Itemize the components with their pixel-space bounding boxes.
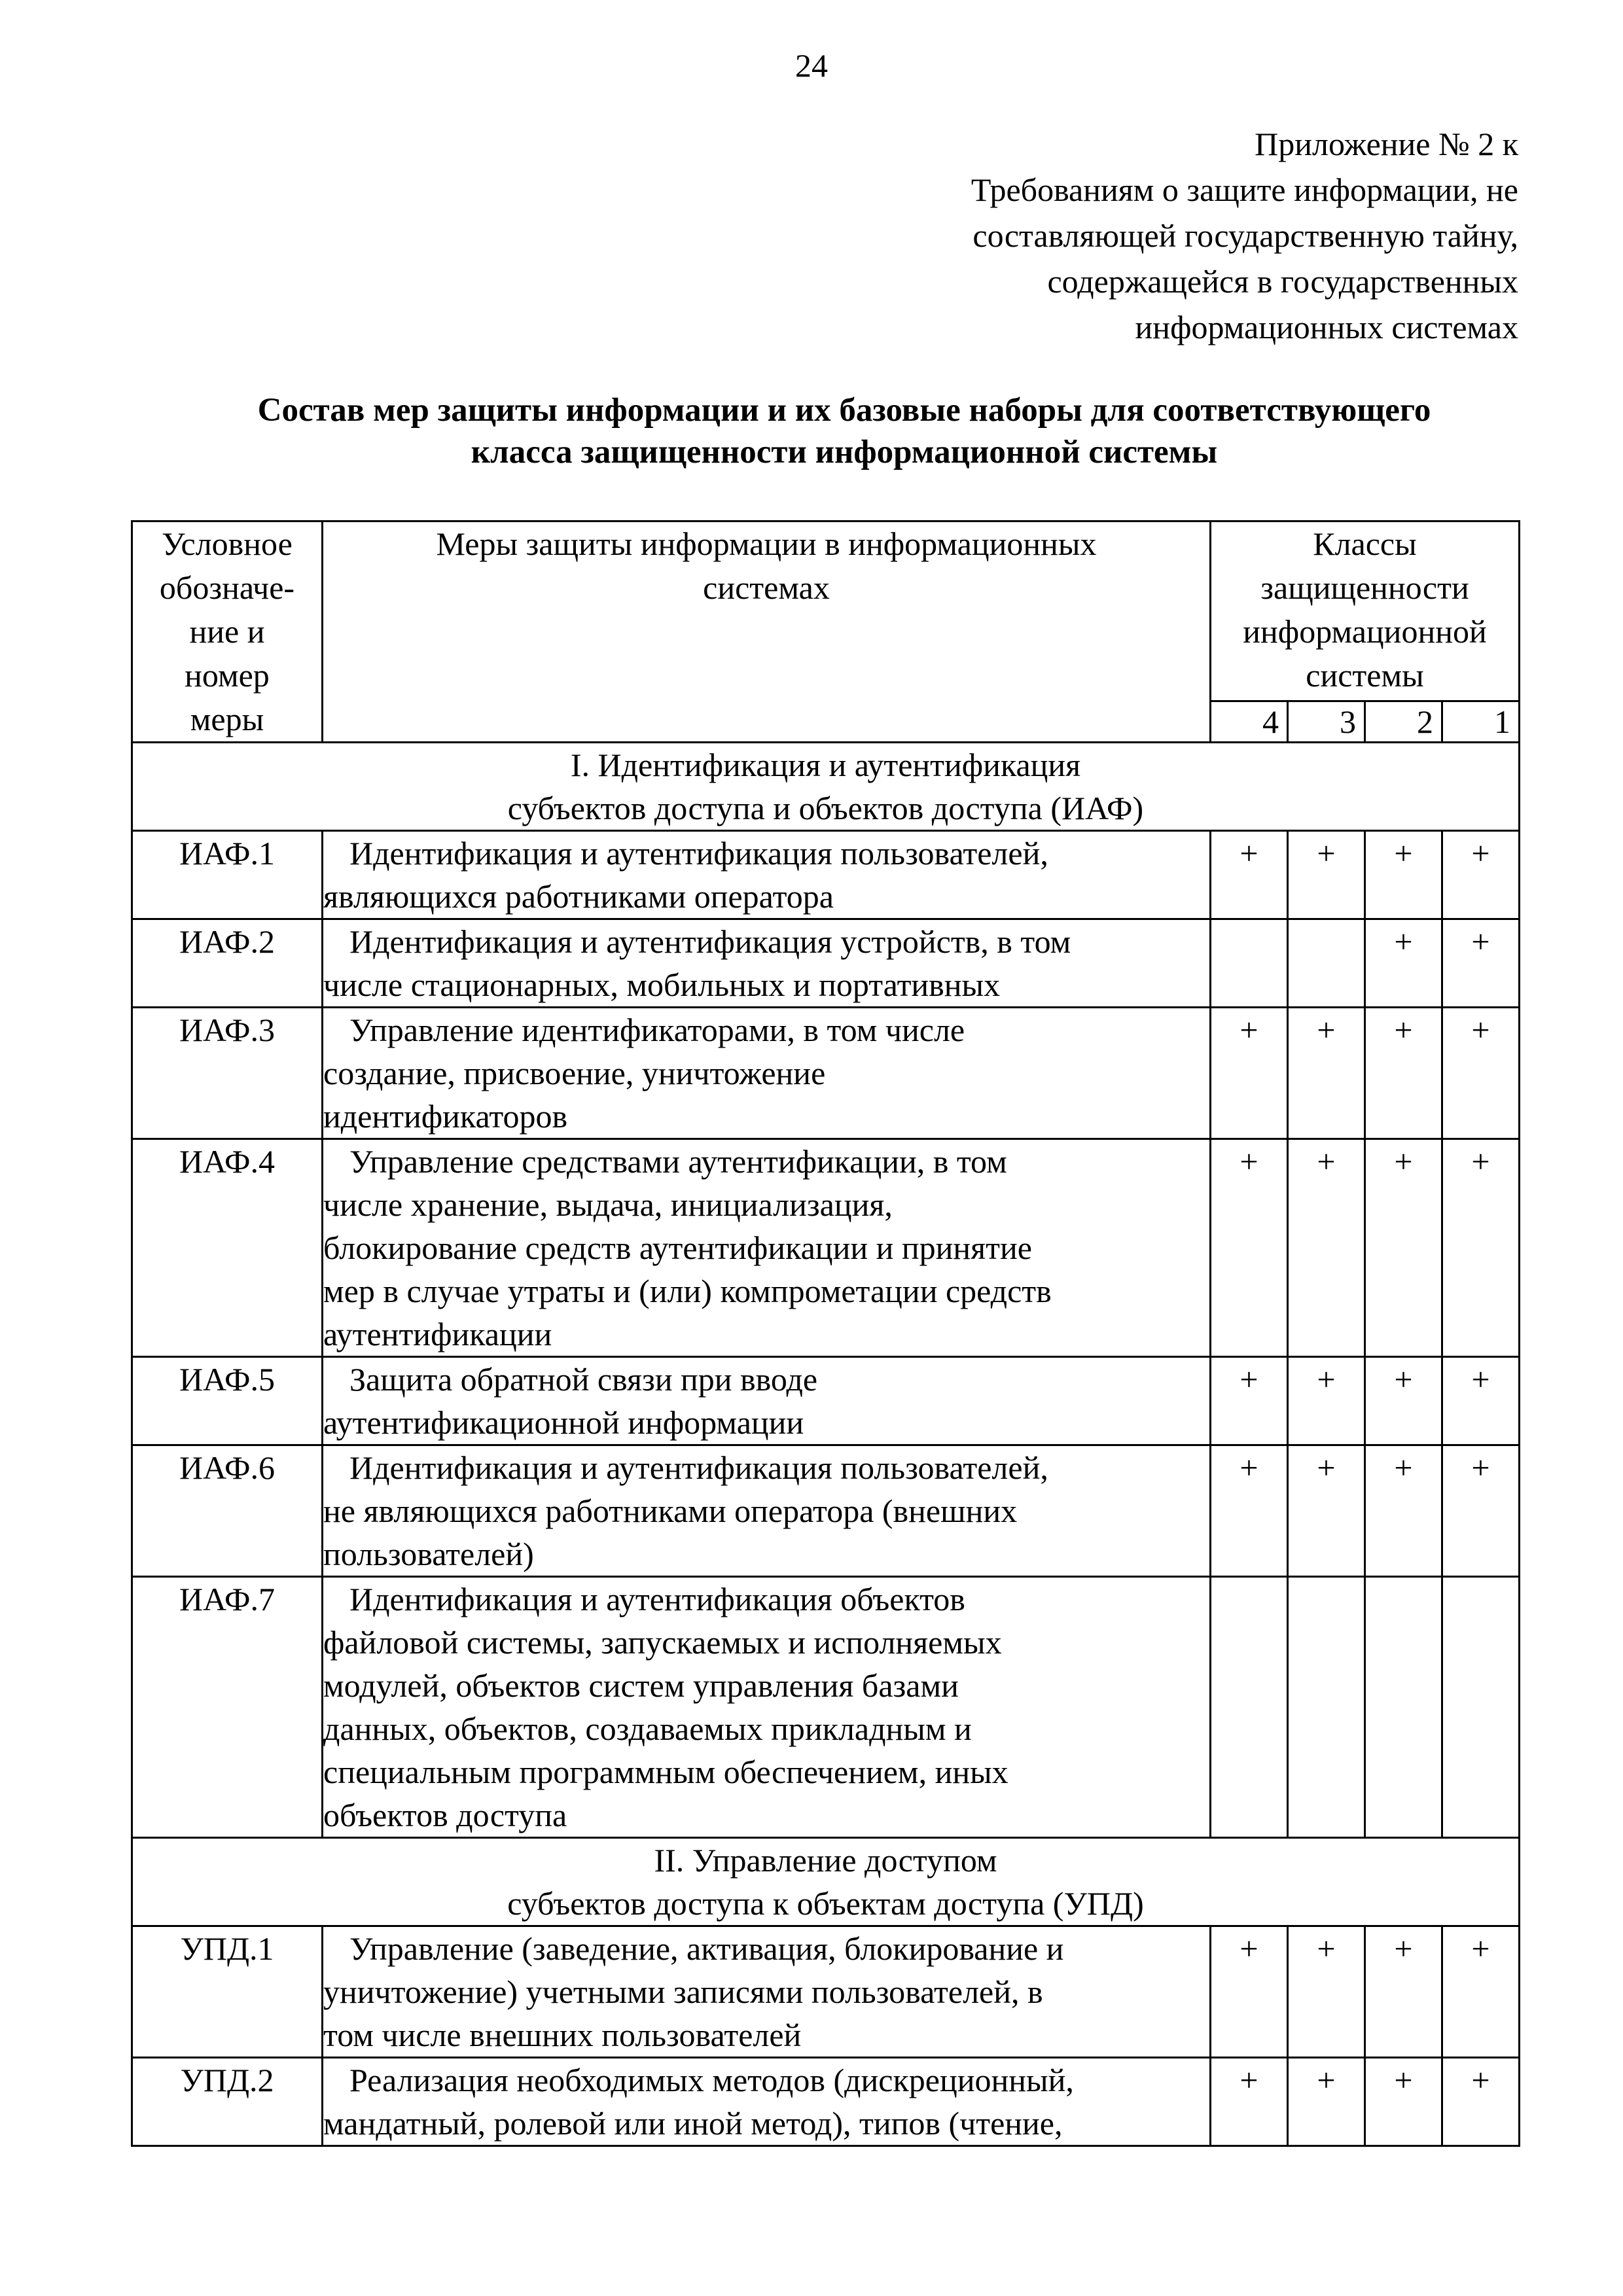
section-title-line: I. Идентификация и аутентификация <box>570 747 1081 783</box>
header-measure-cell <box>323 521 1211 743</box>
measure-description-line: создание, присвоение, уничтожение <box>323 1055 826 1091</box>
class-mark: + <box>1442 1139 1520 1357</box>
measure-code: УПД.2 <box>132 2058 323 2146</box>
table-row <box>132 1139 1520 1357</box>
class-mark: + <box>1442 2058 1520 2146</box>
class-mark: + <box>1211 831 1288 919</box>
measure-description-line: Управление средствами аутентификации, в том <box>349 1143 1007 1180</box>
measure-description-line: Управление идентификаторами, в том числе <box>349 1012 965 1048</box>
class-mark: + <box>1288 1926 1365 2058</box>
measure-code: ИАФ.5 <box>132 1357 323 1445</box>
section-title-line: II. Управление доступом <box>654 1842 997 1879</box>
measure-description-line: числе стационарных, мобильных и портативных <box>323 966 1001 1003</box>
section-title-line: субъектов доступа и объектов доступа (ИАФ) <box>507 790 1144 826</box>
class-mark: + <box>1365 1926 1442 2058</box>
header-code-line: Условное <box>162 525 293 562</box>
header-class-number: 2 <box>1365 701 1442 743</box>
measure-description-line: пользователей) <box>323 1536 534 1572</box>
class-mark: + <box>1365 919 1442 1008</box>
measure-description-line: не являющихся работниками оператора (внешних <box>323 1492 1018 1529</box>
header-measure-line: Меры защиты информации в информационных <box>436 525 1097 562</box>
measure-code: ИАФ.7 <box>132 1577 323 1838</box>
measure-description-line: идентификаторов <box>323 1098 568 1135</box>
appendix-reference <box>733 121 1518 350</box>
measure-description <box>323 1357 1211 1445</box>
class-mark: + <box>1211 1008 1288 1139</box>
class-mark: + <box>1442 1357 1520 1445</box>
measure-description <box>323 1139 1211 1357</box>
title-line: класса защищенности информационной системы <box>471 434 1218 470</box>
header-classes-line: информационной <box>1243 613 1487 650</box>
measure-description-line: файловой системы, запускаемых и исполняемых <box>323 1624 1002 1661</box>
measure-description-line: Идентификация и аутентификация пользователей, <box>349 835 1048 872</box>
class-mark <box>1288 919 1365 1008</box>
measure-description-line: мандатный, ролевой или иной метод), типов (чтение, <box>323 2105 1063 2142</box>
table-row <box>132 1445 1520 1577</box>
class-mark: + <box>1365 1008 1442 1139</box>
header-code-line: меры <box>190 701 264 737</box>
class-mark: + <box>1365 1139 1442 1357</box>
measure-description <box>323 1577 1211 1838</box>
table-row <box>132 1008 1520 1139</box>
class-mark: + <box>1365 2058 1442 2146</box>
class-mark: + <box>1288 2058 1365 2146</box>
measure-description-line: Идентификация и аутентификация устройств, в том <box>349 923 1071 960</box>
header-class-number: 1 <box>1442 701 1520 743</box>
table-row <box>132 1926 1520 2058</box>
measure-description <box>323 2058 1211 2146</box>
measure-description <box>323 1008 1211 1139</box>
class-mark: + <box>1211 2058 1288 2146</box>
appendix-line: информационных системах <box>1135 309 1518 345</box>
table-row <box>132 2058 1520 2146</box>
section-title-line: субъектов доступа к объектам доступа (УПД) <box>507 1885 1144 1922</box>
class-mark: + <box>1442 1008 1520 1139</box>
page-number: 24 <box>795 47 828 84</box>
measure-description <box>323 831 1211 919</box>
class-mark: + <box>1288 1357 1365 1445</box>
class-mark <box>1442 1577 1520 1838</box>
header-class-number: 3 <box>1288 701 1365 743</box>
class-mark: + <box>1211 1445 1288 1577</box>
measure-description <box>323 1445 1211 1577</box>
appendix-line: составляющей государственную тайну, <box>972 217 1518 254</box>
class-mark <box>1211 919 1288 1008</box>
measure-description-line: Реализация необходимых методов (дискреционный, <box>349 2062 1074 2098</box>
title-line: Состав мер защиты информации и их базовые наборы для соответствующего <box>257 392 1431 429</box>
table-row <box>132 1577 1520 1838</box>
header-measure-line: системах <box>703 569 830 606</box>
measure-description-line: специальным программным обеспечением, иных <box>323 1754 1008 1790</box>
header-code-line: номер <box>185 657 270 694</box>
class-mark: + <box>1288 831 1365 919</box>
measure-description-line: аутентификационной информации <box>323 1404 804 1441</box>
class-mark: + <box>1288 1445 1365 1577</box>
class-mark: + <box>1442 831 1520 919</box>
appendix-line: Требованиям о защите информации, не <box>971 171 1518 208</box>
header-code-line: обозначе- <box>159 569 295 606</box>
measure-description-line: Идентификация и аутентификация пользователей, <box>349 1449 1048 1486</box>
measure-description-line: том числе внешних пользователей <box>323 2017 802 2053</box>
measure-code: УПД.1 <box>132 1926 323 2058</box>
measure-description-line: Управление (заведение, активация, блокирование и <box>349 1930 1064 1967</box>
measure-description-line: являющихся работниками оператора <box>323 878 834 915</box>
class-mark: + <box>1365 1357 1442 1445</box>
measure-description-line: блокирование средств аутентификации и принятие <box>323 1229 1032 1266</box>
measure-description-line: Идентификация и аутентификация объектов <box>349 1581 965 1617</box>
measure-description <box>323 919 1211 1008</box>
class-mark: + <box>1442 1445 1520 1577</box>
header-code-line: ние и <box>189 613 265 650</box>
measure-description-line: модулей, объектов систем управления базами <box>323 1667 959 1704</box>
class-mark <box>1288 1577 1365 1838</box>
section-title <box>132 1838 1520 1926</box>
appendix-line: содержащейся в государственных <box>1047 263 1518 300</box>
header-classes-line: системы <box>1306 657 1424 694</box>
class-mark: + <box>1365 1445 1442 1577</box>
measure-code: ИАФ.6 <box>132 1445 323 1577</box>
section-row <box>132 1838 1520 1926</box>
document-title <box>170 389 1518 473</box>
header-classes-cell <box>1211 521 1520 701</box>
measure-description-line: аутентификации <box>323 1316 552 1352</box>
measure-description-line: Защита обратной связи при вводе <box>349 1361 818 1398</box>
class-mark <box>1211 1577 1288 1838</box>
section-title <box>132 743 1520 831</box>
class-mark: + <box>1288 1139 1365 1357</box>
header-class-number: 4 <box>1211 701 1288 743</box>
class-mark: + <box>1442 919 1520 1008</box>
appendix-line: Приложение № 2 к <box>1255 126 1518 162</box>
class-mark <box>1365 1577 1442 1838</box>
header-code-cell <box>132 521 323 743</box>
class-mark: + <box>1288 1008 1365 1139</box>
class-mark: + <box>1365 831 1442 919</box>
measure-description-line: мер в случае утраты и (или) компрометации средств <box>323 1273 1052 1309</box>
table-row <box>132 831 1520 919</box>
measure-code: ИАФ.3 <box>132 1008 323 1139</box>
table-row <box>132 1357 1520 1445</box>
class-mark: + <box>1211 1926 1288 2058</box>
measure-description-line: данных, объектов, создаваемых прикладным и <box>323 1710 972 1747</box>
measure-description <box>323 1926 1211 2058</box>
table-row <box>132 919 1520 1008</box>
class-mark: + <box>1442 1926 1520 2058</box>
measure-code: ИАФ.4 <box>132 1139 323 1357</box>
header-classes-line: защищенности <box>1260 569 1469 606</box>
class-mark: + <box>1211 1357 1288 1445</box>
class-mark: + <box>1211 1139 1288 1357</box>
measure-description-line: объектов доступа <box>323 1797 567 1833</box>
table-body <box>132 743 1520 2146</box>
measure-description-line: числе хранение, выдача, инициализация, <box>323 1186 893 1223</box>
measure-description-line: уничтожение) учетными записями пользователей, в <box>323 1973 1043 2010</box>
section-row <box>132 743 1520 831</box>
header-classes-line: Классы <box>1313 525 1417 562</box>
measure-code: ИАФ.2 <box>132 919 323 1008</box>
measures-table <box>131 520 1520 2147</box>
measure-code: ИАФ.1 <box>132 831 323 919</box>
